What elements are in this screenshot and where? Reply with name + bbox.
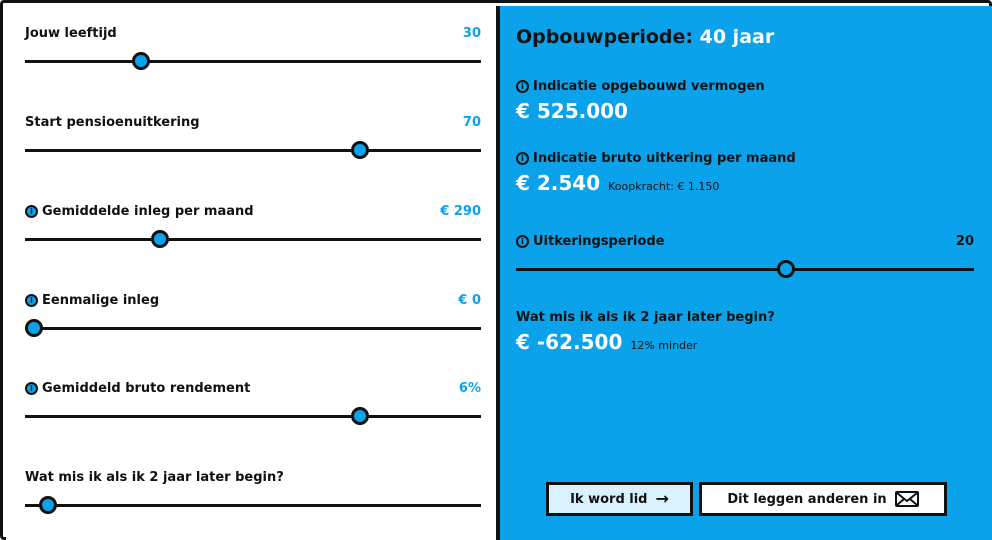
slider-value: 20 bbox=[955, 234, 974, 249]
capital-label-text: Indicatie opgebouwd vermogen bbox=[533, 79, 765, 94]
payout-label bbox=[516, 151, 796, 166]
slider-value: 70 bbox=[462, 115, 481, 130]
miss-label bbox=[516, 310, 775, 325]
slider-thumb[interactable] bbox=[351, 141, 369, 159]
payout-label-text: Indicatie bruto uitkering per maand bbox=[533, 151, 796, 166]
slider-thumb[interactable] bbox=[39, 496, 57, 514]
slider-track[interactable] bbox=[25, 149, 481, 152]
capital-label bbox=[516, 79, 765, 94]
purchasing-power-note: Koopkracht: € 1.150 bbox=[608, 180, 720, 193]
slider-label-text: Start pensioenuitkering bbox=[25, 115, 200, 130]
slider-track[interactable] bbox=[25, 415, 481, 418]
slider-thumb[interactable] bbox=[351, 407, 369, 425]
info-icon[interactable]: i bbox=[25, 382, 38, 395]
slider-label bbox=[516, 234, 665, 249]
slider-label-text: Jouw leeftijd bbox=[25, 26, 117, 41]
arrow-right-icon: → bbox=[655, 489, 669, 508]
payout-amount: € 2.540 bbox=[516, 171, 601, 195]
capital-value bbox=[516, 99, 628, 123]
share-button-label: Dit leggen anderen in bbox=[727, 491, 887, 507]
slider-label-text: Eenmalige inleg bbox=[42, 293, 160, 308]
slider-row-monthly-deposit bbox=[25, 204, 481, 274]
info-icon[interactable]: i bbox=[25, 294, 38, 307]
share-button[interactable] bbox=[699, 482, 947, 516]
slider-label bbox=[25, 293, 159, 308]
payout-value bbox=[516, 171, 719, 195]
capital-amount: € 525.000 bbox=[516, 99, 628, 123]
join-button[interactable] bbox=[546, 482, 693, 516]
slider-track[interactable] bbox=[25, 504, 481, 507]
info-icon[interactable]: i bbox=[516, 152, 529, 165]
slider-label bbox=[25, 26, 117, 41]
slider-label-text: Gemiddeld bruto rendement bbox=[42, 381, 251, 396]
miss-value bbox=[516, 330, 697, 354]
slider-label-text: Gemiddelde inleg per maand bbox=[42, 204, 254, 219]
slider-row-age bbox=[25, 26, 481, 96]
slider-value: € 0 bbox=[458, 293, 481, 308]
slider-label bbox=[25, 204, 254, 219]
slider-thumb[interactable] bbox=[151, 230, 169, 248]
slider-label bbox=[25, 470, 284, 485]
slider-thumb[interactable] bbox=[777, 260, 795, 278]
slider-thumb[interactable] bbox=[132, 52, 150, 70]
slider-track[interactable] bbox=[516, 268, 974, 271]
slider-label-text: Uitkeringsperiode bbox=[533, 234, 665, 249]
slider-label bbox=[25, 115, 200, 130]
slider-row-start-payout bbox=[25, 115, 481, 185]
mail-icon bbox=[895, 491, 919, 507]
slider-track[interactable] bbox=[25, 60, 481, 63]
slider-row-later-start bbox=[25, 470, 481, 540]
miss-note: 12% minder bbox=[630, 339, 698, 352]
slider-value: € 290 bbox=[440, 204, 481, 219]
slider-value: 30 bbox=[462, 26, 481, 41]
slider-thumb[interactable] bbox=[25, 319, 43, 337]
miss-label-text: Wat mis ik als ik 2 jaar later begin? bbox=[516, 310, 775, 325]
slider-label bbox=[25, 381, 250, 396]
info-icon[interactable]: i bbox=[516, 80, 529, 93]
slider-track[interactable] bbox=[25, 238, 481, 241]
join-button-label: Ik word lid bbox=[570, 491, 648, 507]
miss-amount: € -62.500 bbox=[516, 330, 623, 354]
sliders-panel bbox=[6, 6, 497, 540]
slider-label-text: Wat mis ik als ik 2 jaar later begin? bbox=[25, 470, 284, 485]
slider-row-return bbox=[25, 381, 481, 451]
slider-track[interactable] bbox=[25, 327, 481, 330]
results-panel bbox=[500, 6, 992, 540]
slider-row-one-time-deposit bbox=[25, 293, 481, 363]
slider-value: 6% bbox=[458, 381, 481, 396]
info-icon[interactable]: i bbox=[25, 205, 38, 218]
info-icon[interactable]: i bbox=[516, 235, 529, 248]
build-up-period-title bbox=[516, 26, 774, 48]
slider-row-payout-period bbox=[516, 234, 974, 294]
title-prefix: Opbouwperiode: bbox=[516, 26, 693, 48]
title-value: 40 jaar bbox=[699, 26, 775, 48]
